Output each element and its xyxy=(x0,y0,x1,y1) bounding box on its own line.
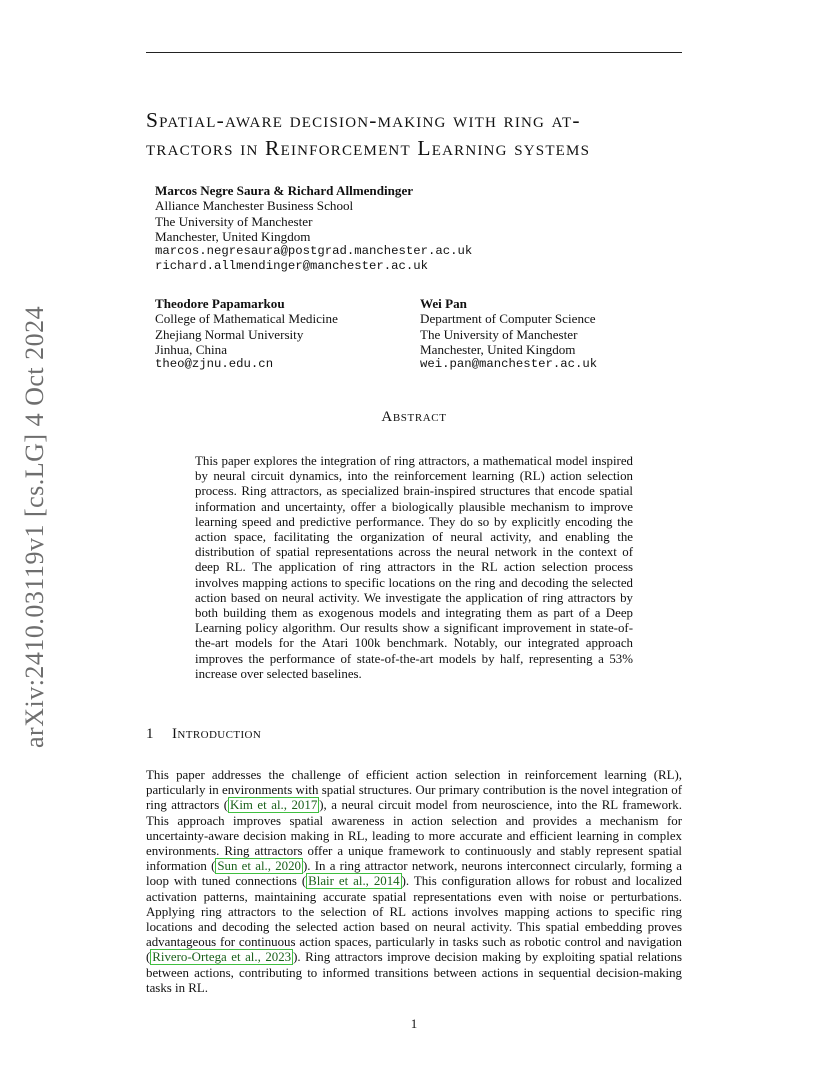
affiliation-line: Manchester, United Kingdom xyxy=(155,228,311,244)
affiliation-line: Manchester, United Kingdom xyxy=(420,341,576,357)
intro-text: ). Ring attractors improve decision making by exploiting spatial relations between actions, contributing to informed transitions between actions in sequential decision-making tasks in RL. xyxy=(146,950,683,995)
affiliation-line: Zhejiang Normal University xyxy=(155,326,304,342)
intro-paragraph xyxy=(146,768,682,996)
page-number: 1 xyxy=(410,1016,418,1031)
author-name: Theodore Papamarkou xyxy=(155,296,285,311)
author-email[interactable]: richard.allmendinger@manchester.ac.uk xyxy=(155,259,429,274)
author-email[interactable]: wei.pan@manchester.ac.uk xyxy=(420,357,598,372)
affiliation-line: Jinhua, China xyxy=(155,341,228,357)
affiliation-line: The University of Manchester xyxy=(420,326,578,342)
top-rule xyxy=(146,52,682,53)
title-line-1: Spatial-aware decision-making with ring at- xyxy=(146,108,581,132)
arxiv-identifier xyxy=(20,296,50,748)
intro-text: ). In a ring attractor network, neurons interconnect circularly, forming a loop with tuned connections ( xyxy=(146,859,683,889)
abstract-text: This paper explores the integration of ring attractors, a mathematical model inspired by neural circuit dynamics, into the reinforcement learning (RL) action selection process. Ring attractors, as specialized brain-inspired structures that encode spatial information and uncertainty, offer a biologically plausible mechanism to improve learning speed and predictive performance. They do so by explicitly encoding the action space, facilitating the organization of neural activity, and enabling the distribution of spatial representations across the neural network in the context of deep RL. The application of ring attractors in the RL action selection process involves mapping actions to specific locations on the ring and decoding the selected action based on neural activity. We investigate the application of ring attractors by both building them as exogenous models and integrating them as part of a Deep Learning policy algorithm. Our results show a significant improvement in state-of-the-art models for the Atari 100k benchmark. Notably, our integrated approach improves the performance of state-of-the-art models by half, representing a 53% increase over selected baselines. xyxy=(195,454,633,681)
intro-text: This paper addresses the challenge of efficient action selection in reinforcement learning (RL), particularly in environments with spatial structures. Our primary contribution is the novel integration of ring attractors ( xyxy=(146,768,682,813)
paper-title xyxy=(146,106,706,162)
title-line-2: tractors in Reinforcement Learning systems xyxy=(146,136,591,160)
abstract-heading: Abstract xyxy=(381,409,447,425)
author-block-2 xyxy=(155,296,338,372)
intro-text: ). This configuration allows for robust and localized activation patterns, maintaining accurate spatial representations even with noise or perturbations. Applying ring attractors to the selection of RL actions involves mapping actions to specific ring locations and decoding the selected action based on neural activity. This spatial embedding proves advantageous for continuous action spaces, particularly in tasks such as robotic control and navigation ( xyxy=(146,874,682,965)
author-email[interactable]: theo@zjnu.edu.cn xyxy=(155,357,274,372)
citation-link[interactable]: Sun et al., 2020 xyxy=(217,859,301,874)
section-heading xyxy=(146,726,261,743)
affiliation-line: College of Mathematical Medicine xyxy=(155,311,338,327)
section-number: 1 xyxy=(146,726,154,742)
author-name: Wei Pan xyxy=(420,296,467,311)
affiliation-line: Alliance Manchester Business School xyxy=(155,198,354,214)
section-title: Introduction xyxy=(172,726,262,742)
arxiv-id-text: arXiv:2410.03119v1 [cs.LG] 4 Oct 2024 xyxy=(20,305,49,748)
intro-text: ), a neural circuit model from neuroscience, into the RL framework. This approach improves spatial awareness in action selection and provides a mechanism for uncertainty-aware decision making in RL, leading to more accurate and efficient learning in complex environments. Ring attractors offer a unique framework to continuously and stably represent spatial information ( xyxy=(146,798,682,874)
author-block-1 xyxy=(155,183,472,275)
author-name: Marcos Negre Saura & Richard Allmendinger xyxy=(155,183,414,198)
citation-link[interactable]: Kim et al., 2017 xyxy=(230,798,318,813)
author-block-3 xyxy=(420,296,597,372)
citation-link[interactable]: Blair et al., 2014 xyxy=(308,874,400,889)
author-email[interactable]: marcos.negresaura@postgrad.manchester.ac.uk xyxy=(155,244,473,259)
affiliation-line: The University of Manchester xyxy=(155,213,313,229)
citation-link[interactable]: Rivero-Ortega et al., 2023 xyxy=(152,950,292,965)
affiliation-line: Department of Computer Science xyxy=(420,311,596,327)
